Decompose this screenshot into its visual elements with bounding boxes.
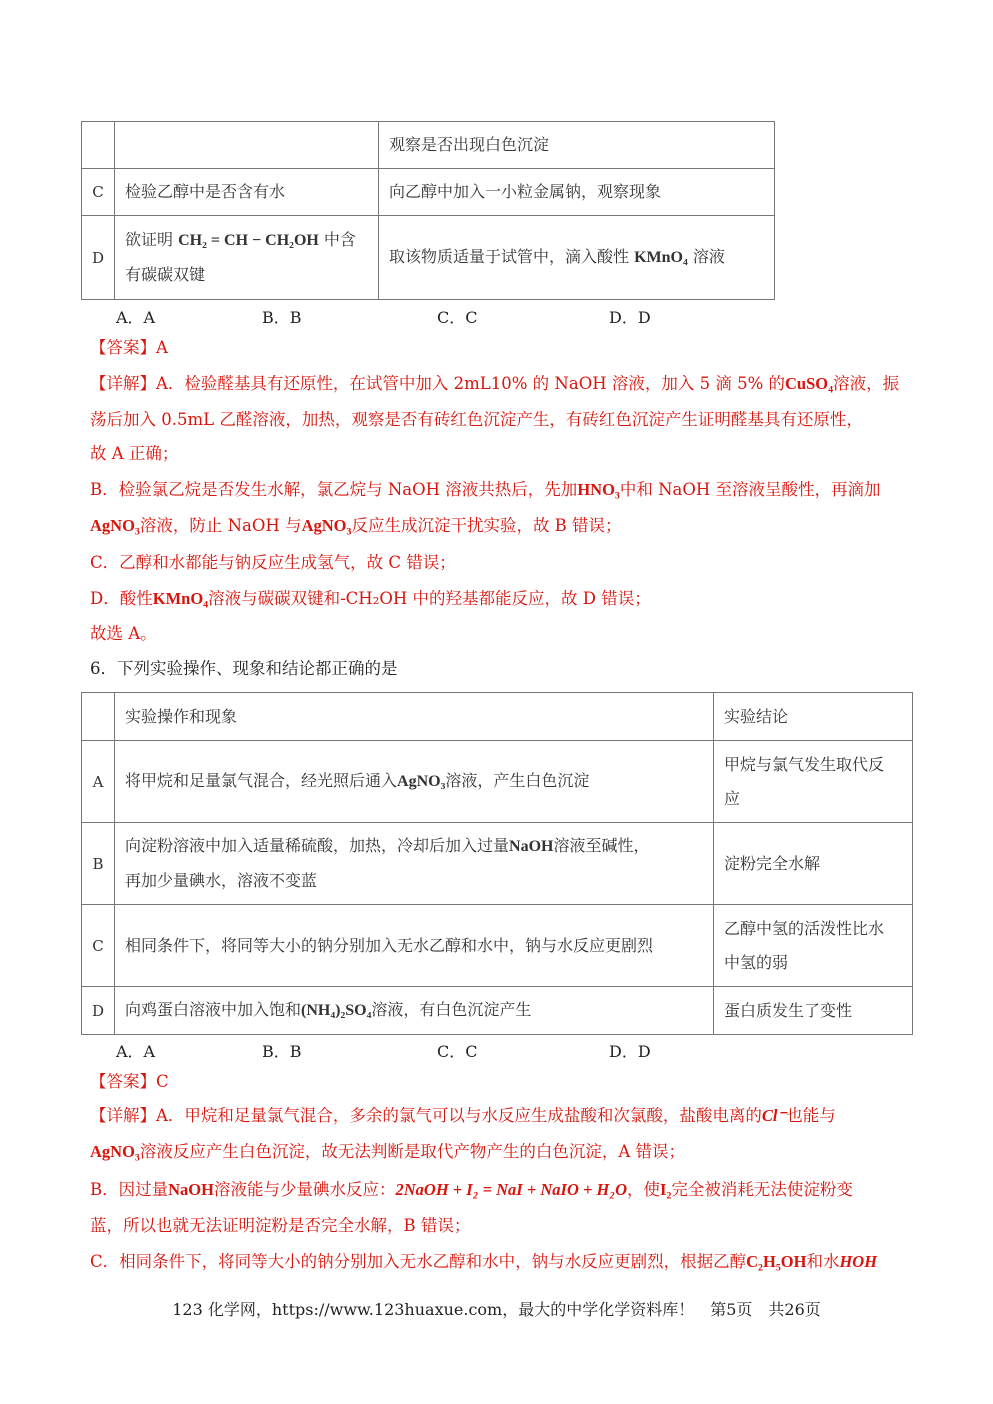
formula: HNO₃ [577, 480, 620, 499]
detail-q6-line [90, 1098, 836, 1134]
formula: NaOH [168, 1180, 214, 1199]
formula: I₂ [660, 1180, 672, 1199]
text: 中氢的弱 [724, 952, 789, 972]
choice-b: B．B [262, 308, 302, 327]
formula: CuSO₄ [785, 374, 834, 393]
detail-q5-line [90, 508, 622, 544]
choice-d: D．D [609, 1042, 651, 1061]
cell-op: 相同条件下，将同等大小的钠分别加入无水乙醇和水中，钠与水反应更剧烈 [115, 905, 714, 987]
text: 和水 [806, 1252, 840, 1271]
formula: CH₂ = CH − CH₂OH [178, 232, 319, 249]
row-letter: D [82, 216, 115, 300]
detail-label: 【详解】 [90, 1106, 156, 1125]
formula: (NH₄)₂SO₄ [301, 1002, 372, 1019]
text: 将甲烷和足量氯气混合，经光照后通入 [125, 771, 398, 790]
formula: KMnO₄ [152, 589, 209, 608]
text: 溶液至碱性， [553, 836, 650, 855]
detail-q5-line [90, 366, 899, 402]
table-row [82, 122, 775, 169]
choice-d: D．D [609, 308, 651, 327]
header-op: 实验操作和现象 [115, 693, 714, 741]
formula: C₂H₅OH [746, 1252, 807, 1271]
cell-op [115, 741, 714, 823]
row-letter [82, 693, 115, 741]
cell-left [115, 122, 379, 169]
formula: Cl⁻ [761, 1106, 787, 1125]
cell-conclusion: 蛋白质发生了变性 [714, 987, 913, 1035]
detail-label: 【详解】 [90, 374, 156, 393]
cell-right: 观察是否出现白色沉淀 [379, 122, 775, 169]
formula: AgNO₃ [90, 1142, 140, 1161]
cell-conclusion: 淀粉完全水解 [714, 823, 913, 905]
text: 向鸡蛋白溶液中加入饱和 [125, 1000, 302, 1019]
text: 溶液，防止 NaOH 与 [139, 516, 302, 535]
text: B．因过量 [90, 1180, 169, 1199]
text: 有碳碳双键 [125, 265, 206, 284]
text: D．酸性 [90, 589, 153, 608]
text: A．甲烷和足量氯气混合，多余的氯气可以与水反应生成盐酸和次氯酸，盐酸电离的 [156, 1106, 762, 1125]
row-letter: C [82, 905, 115, 987]
detail-q6-line [90, 1244, 877, 1280]
cell-right [379, 216, 775, 300]
text: 欲证明 [125, 230, 174, 249]
text: 中和 NaOH 至溶液呈酸性，再滴加 [619, 480, 881, 499]
table-row [82, 987, 913, 1035]
formula: AgNO₃ [301, 516, 352, 535]
cell-conclusion [714, 905, 913, 987]
formula: AgNO₃ [90, 516, 140, 535]
text: 溶液与碳碳双键和-CH₂OH 中的羟基都能反应，故 D 错误； [208, 589, 651, 608]
text: 取该物质适量于试管中，滴入酸性 [389, 247, 630, 266]
choice-a: A．A [116, 308, 156, 327]
answer-value: C [156, 1072, 169, 1091]
text: 应 [724, 788, 741, 808]
table-header-row [82, 693, 913, 741]
header-conclusion: 实验结论 [714, 693, 913, 741]
text: A．检验醛基具有还原性，在试管中加入 2mL10% 的 NaOH 溶液，加入 5 滴 5% 的 [156, 374, 786, 393]
choice-b: B．B [262, 1042, 302, 1061]
row-letter: D [82, 987, 115, 1035]
text: 溶液，振 [833, 374, 900, 393]
detail-q5-line [90, 472, 881, 508]
answer-label: 【答案】 [90, 338, 156, 357]
text: 乙醇中氢的活泼性比水 [724, 918, 885, 938]
text: 溶液 [692, 247, 725, 266]
question6-table [81, 692, 913, 1035]
text: 再加少量碘水，溶液不变蓝 [125, 871, 318, 890]
text: 完全被消耗无法使淀粉变 [671, 1180, 853, 1199]
page-footer: 123 化学网，https://www.123huaxue.com，最大的中学化学资料库！ 第5页 共26页 [172, 1300, 821, 1319]
detail-q5-line: 故选 A。 [90, 624, 157, 643]
answer-value: A [156, 338, 168, 357]
equation: 2NaOH + I₂ = NaI + NaIO + H₂O [395, 1180, 628, 1199]
table-row [82, 823, 913, 905]
answer-label: 【答案】 [90, 1072, 156, 1091]
text: C．相同条件下，将同等大小的钠分别加入无水乙醇和水中，钠与水反应更剧烈，根据乙醇 [90, 1252, 747, 1271]
detail-q5-line [90, 581, 651, 617]
answer-q5 [90, 330, 168, 366]
text: 溶液反应产生白色沉淀，故无法判断是取代产物产生的白色沉淀，A 错误； [139, 1142, 686, 1161]
detail-q6-line [90, 1172, 853, 1208]
answer-q6 [90, 1064, 169, 1100]
text: ，使 [627, 1180, 661, 1199]
table-row [82, 169, 775, 216]
text: 也能与 [786, 1106, 836, 1125]
formula: KMnO₄ [634, 249, 688, 266]
table-row [82, 216, 775, 300]
detail-q5-line: C．乙醇和水都能与钠反应生成氢气，故 C 错误； [90, 553, 456, 572]
text: 甲烷与氯气发生取代反 [724, 754, 885, 774]
table-row [82, 741, 913, 823]
cell-op [115, 823, 714, 905]
choice-a: A．A [116, 1042, 156, 1061]
formula: HOH [839, 1252, 878, 1271]
table-row [82, 905, 913, 987]
question6-stem: 6．下列实验操作、现象和结论都正确的是 [90, 659, 398, 678]
row-letter: A [82, 741, 115, 823]
cell-right: 向乙醇中加入一小粒金属钠，观察现象 [379, 169, 775, 216]
row-letter [82, 122, 115, 169]
formula: AgNO₃ [397, 773, 446, 790]
row-letter: B [82, 823, 115, 905]
text: 溶液，产生白色沉淀 [445, 771, 590, 790]
text: 中含 [323, 230, 356, 249]
text: B．检验氯乙烷是否发生水解，氯乙烷与 NaOH 溶液共热后，先加 [90, 480, 578, 499]
detail-q6-line: 蓝，所以也就无法证明淀粉是否完全水解，B 错误； [90, 1216, 471, 1235]
detail-q6-line [90, 1134, 685, 1170]
cell-left: 检验乙醇中是否含有水 [115, 169, 379, 216]
choice-c: C．C [437, 1042, 478, 1061]
question5-table [81, 121, 775, 300]
text: 溶液，有白色沉淀产生 [371, 1000, 532, 1019]
text: 反应生成沉淀干扰实验，故 B 错误； [351, 516, 622, 535]
cell-left [115, 216, 379, 300]
cell-op [115, 987, 714, 1035]
formula: NaOH [509, 838, 554, 855]
text: 向淀粉溶液中加入适量稀硫酸，加热，冷却后加入过量 [125, 836, 510, 855]
detail-q5-line: 荡后加入 0.5mL 乙醛溶液，加热，观察是否有砖红色沉淀产生，有砖红色沉淀产生证明醛基具有还原性， [90, 410, 863, 429]
row-letter: C [82, 169, 115, 216]
detail-q5-line: 故 A 正确； [90, 444, 179, 463]
choice-c: C．C [437, 308, 478, 327]
text: 溶液能与少量碘水反应： [213, 1180, 396, 1199]
cell-conclusion [714, 741, 913, 823]
